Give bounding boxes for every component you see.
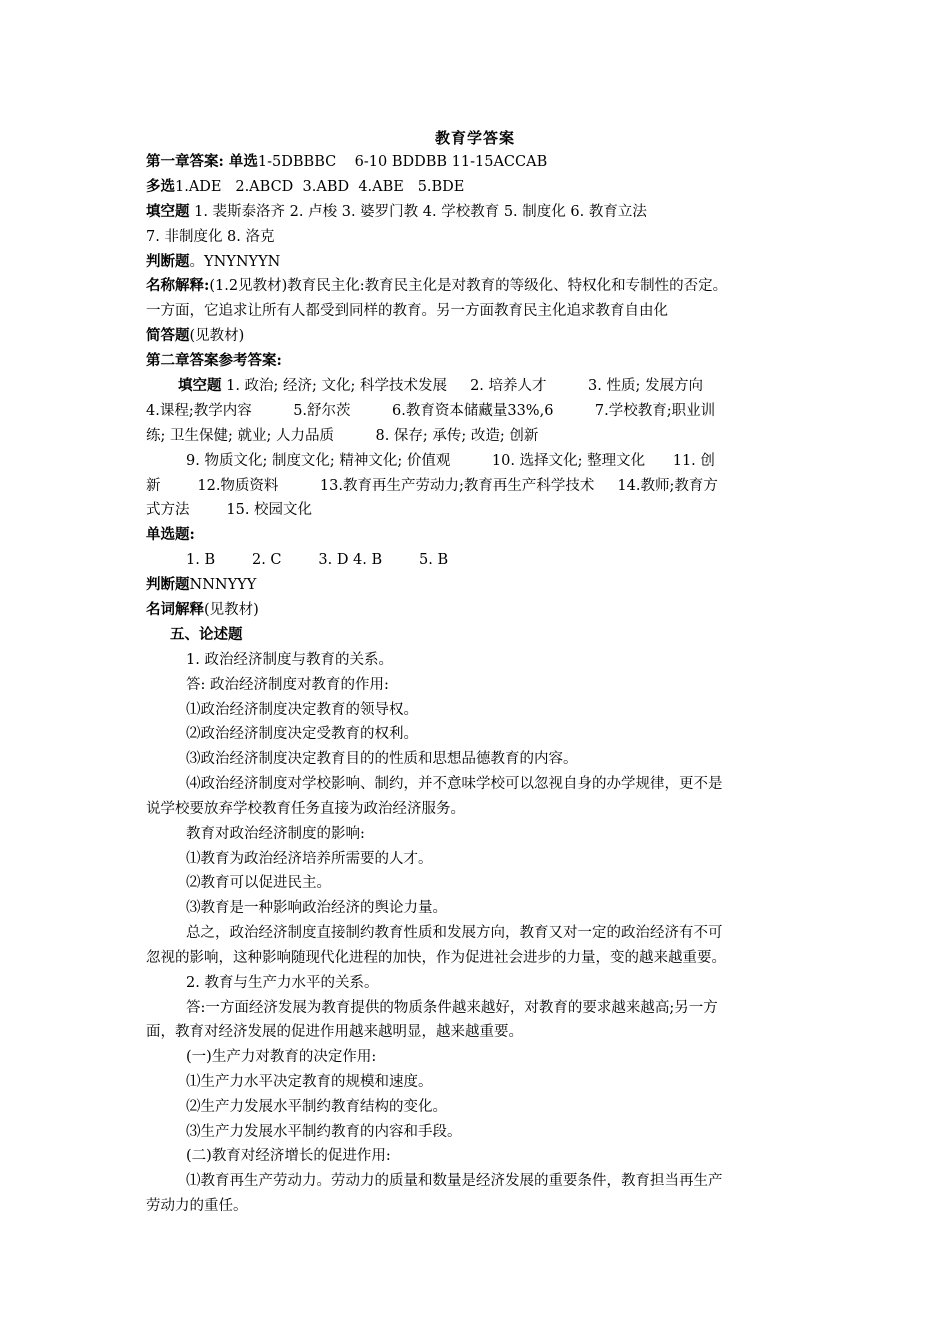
ch2-tiankong-line1 <box>178 376 703 396</box>
body-line-19: ⑶生产力发展水平制约教育的内容和手段。 <box>186 1124 462 1140</box>
ch2-heading: 第二章答案参考答案: <box>146 352 282 369</box>
body-line-6: 说学校要放弃学校教育任务直接为政治经济服务。 <box>146 801 465 817</box>
ch1-duoxuan-value: 1.ADE 2.ABCD 3.ABD 4.ABE 5.BDE <box>175 179 465 195</box>
ch2-panduan-line <box>146 575 256 595</box>
body-line-1: 答: 政治经济制度对教育的作用: <box>186 677 389 693</box>
ch1-tiankong-line2: 7. 非制度化 8. 洛克 <box>146 229 275 245</box>
body-line-2: ⑴政治经济制度决定教育的领导权。 <box>186 702 418 718</box>
body-line-5: ⑷政治经济制度对学校影响、制约，并不意味学校可以忽视自身的办学规律，更不是 <box>186 776 723 792</box>
ch2-tiankong-text-3: 9. 物质文化; 制度文化; 精神文化; 价值观 10. 选择文化; 整理文化 11. 创 <box>186 453 715 469</box>
body-line-4: ⑶政治经济制度决定教育目的的性质和思想品德教育的内容。 <box>186 751 578 767</box>
ch1-duoxuan-line <box>146 177 464 197</box>
ch1-jianda-line <box>146 326 244 346</box>
ch1-duoxuan-label: 多选 <box>146 178 175 195</box>
ch1-mingcheng-line2: 一方面，它追求让所有人都受到同样的教育。另一方面教育民主化追求教育自由化 <box>146 303 668 319</box>
body-line-20: (二)教育对经济增长的促进作用: <box>186 1148 391 1164</box>
ch1-danxuan-line: 第一章答案: 单选1-5DBBBC 6-10 BDDBB 11-15ACCAB <box>146 153 548 170</box>
ch1-tiankong-line <box>146 202 647 222</box>
body-line-12: 忽视的影响，这种影响随现代化进程的加快，作为促进社会进步的力量，变的越来越重要。 <box>146 950 726 966</box>
ch1-jianda-label: 简答题 <box>146 327 190 344</box>
ch2-tiankong-label: 填空题 <box>178 377 222 394</box>
ch2-danxuan-heading: 单选题: <box>146 526 195 543</box>
body-line-15: 面，教育对经济发展的促进作用越来越明显，越来越重要。 <box>146 1024 523 1040</box>
body-line-7: 教育对政治经济制度的影响: <box>186 826 365 842</box>
ch2-tiankong-text-1: 4.课程;教学内容 5.舒尔茨 6.教育资本储藏量33%,6 7.学校教育;职业训 <box>146 403 716 419</box>
ch2-panduan-value: NNNYYY <box>189 577 257 593</box>
ch2-lunshu-heading: 五、论述题 <box>170 626 243 643</box>
body-line-10: ⑶教育是一种影响政治经济的舆论力量。 <box>186 900 447 916</box>
body-line-21: ⑴教育再生产劳动力。劳动力的质量和数量是经济发展的重要条件，教育担当再生产 <box>186 1173 723 1189</box>
body-line-16: (一)生产力对教育的决定作用: <box>186 1049 377 1065</box>
ch2-tiankong-text-2: 练; 卫生保健; 就业; 人力品质 8. 保存; 承传; 改造; 创新 <box>146 428 539 444</box>
ch2-panduan-label: 判断题 <box>146 576 190 593</box>
ch2-tiankong-text-5: 式方法 15. 校园文化 <box>146 502 313 518</box>
body-line-8: ⑴教育为政治经济培养所需要的人才。 <box>186 851 433 867</box>
body-line-18: ⑵生产力发展水平制约教育结构的变化。 <box>186 1099 447 1115</box>
ch1-mingcheng-line <box>146 276 727 296</box>
ch1-mingcheng-label: 名称解释: <box>146 277 210 294</box>
ch1-label: 第一章答案 <box>146 153 219 170</box>
ch1-tiankong-label: 填空题 <box>146 203 190 220</box>
body-line-13: 2. 教育与生产力水平的关系。 <box>186 975 379 991</box>
body-line-22: 劳动力的重任。 <box>146 1198 248 1214</box>
ch2-tiankong-text-0: 1. 政治; 经济; 文化; 科学技术发展 2. 培养人才 3. 性质; 发展方向 <box>221 378 703 394</box>
ch2-tiankong-text-4: 新 12.物质资料 13.教育再生产劳动力;教育再生产科学技术 14.教师;教育方 <box>146 478 718 494</box>
ch2-label: 第二章答案参考答案 <box>146 352 277 369</box>
ch1-jianda-value: (见教材) <box>189 328 245 344</box>
ch1-mingcheng-value: (1.2见教材)教育民主化:教育民主化是对教育的等级化、特权化和专制性的否定。 <box>209 278 728 294</box>
ch1-panduan-label: 判断题 <box>146 253 190 270</box>
ch1-panduan-line <box>146 252 280 272</box>
ch2-danxuan-label: 单选题 <box>146 526 190 543</box>
body-line-3: ⑵政治经济制度决定受教育的权利。 <box>186 726 418 742</box>
page-title: 教育学答案 <box>434 129 515 147</box>
body-line-14: 答:一方面经济发展为教育提供的物质条件越来越好，对教育的要求越来越高;另一方 <box>186 1000 718 1016</box>
body-line-17: ⑴生产力水平决定教育的规模和速度。 <box>186 1074 433 1090</box>
ch1-danxuan-label: 单选 <box>228 153 258 170</box>
ch2-mingci-value: (见教材) <box>204 602 259 618</box>
body-line-11: 总之，政治经济制度直接制约教育性质和发展方向，教育又对一定的政治经济有不可 <box>186 925 723 941</box>
ch1-tiankong-value: 1. 裴斯泰洛齐 2. 卢梭 3. 婆罗门教 4. 学校教育 5. 制度化 6. 教育立法 <box>189 204 647 220</box>
ch1-danxuan-value: 1-5DBBBC 6-10 BDDBB 11-15ACCAB <box>257 154 548 170</box>
ch2-mingci-line <box>146 600 259 620</box>
ch2-danxuan-value: 1. B 2. C 3. D 4. B 5. B <box>186 552 449 568</box>
ch1-panduan-value: 。YNYNYYN <box>189 254 281 270</box>
body-line-9: ⑵教育可以促进民主。 <box>186 875 331 891</box>
body-line-0: 1. 政治经济制度与教育的关系。 <box>186 652 393 668</box>
ch2-mingci-label: 名词解释 <box>146 601 204 618</box>
